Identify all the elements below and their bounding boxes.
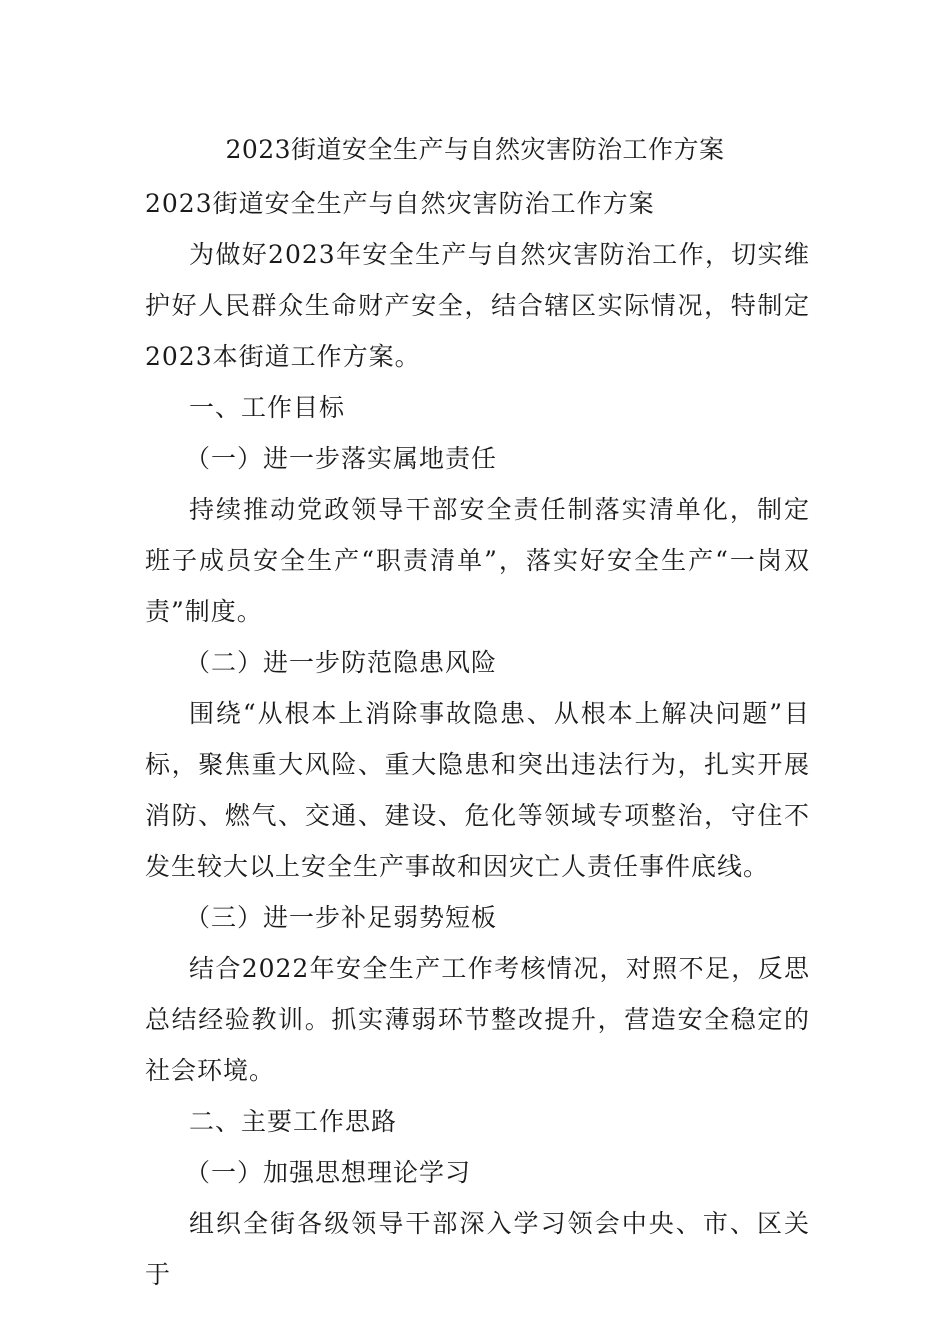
paragraph-risk: 围绕“从根本上消除事故隐患、从根本上解决问题”目标，聚焦重大风险、重大隐患和突出违法行为，扎实开展消防、燃气、交通、建设、危化等领域专项整治，守住不发生较大以上安全生产事故和因灾亡人责任事件底线。 (145, 699, 810, 881)
document-subtitle: 2023街道安全生产与自然灾害防治工作方案 (145, 189, 655, 218)
subheading-theory-study: （一）加强思想理论学习 (185, 1158, 472, 1187)
document-title: 2023街道安全生产与自然灾害防治工作方案 (225, 135, 725, 164)
subheading-risk: （二）进一步防范隐患风险 (185, 648, 498, 677)
document-body (145, 178, 810, 1300)
paragraph-theory-study: 组织全街各级领导干部深入学习领会中央、市、区关于 (145, 1209, 810, 1289)
subheading-responsibility: （一）进一步落实属地责任 (185, 444, 498, 473)
section-heading-approach: 二、主要工作思路 (189, 1107, 398, 1136)
section-heading-goals: 一、工作目标 (189, 393, 346, 422)
paragraph-intro: 为做好2023年安全生产与自然灾害防治工作，切实维护好人民群众生命财产安全，结合辖区实际情况，特制定2023本街道工作方案。 (145, 240, 810, 371)
paragraph-responsibility: 持续推动党政领导干部安全责任制落实清单化，制定班子成员安全生产“职责清单”，落实好安全生产“一岗双责”制度。 (145, 495, 810, 626)
paragraph-weakness: 结合2022年安全生产工作考核情况，对照不足，反思总结经验教训。抓实薄弱环节整改提升，营造安全稳定的社会环境。 (145, 954, 810, 1085)
subheading-weakness: （三）进一步补足弱势短板 (185, 903, 498, 932)
